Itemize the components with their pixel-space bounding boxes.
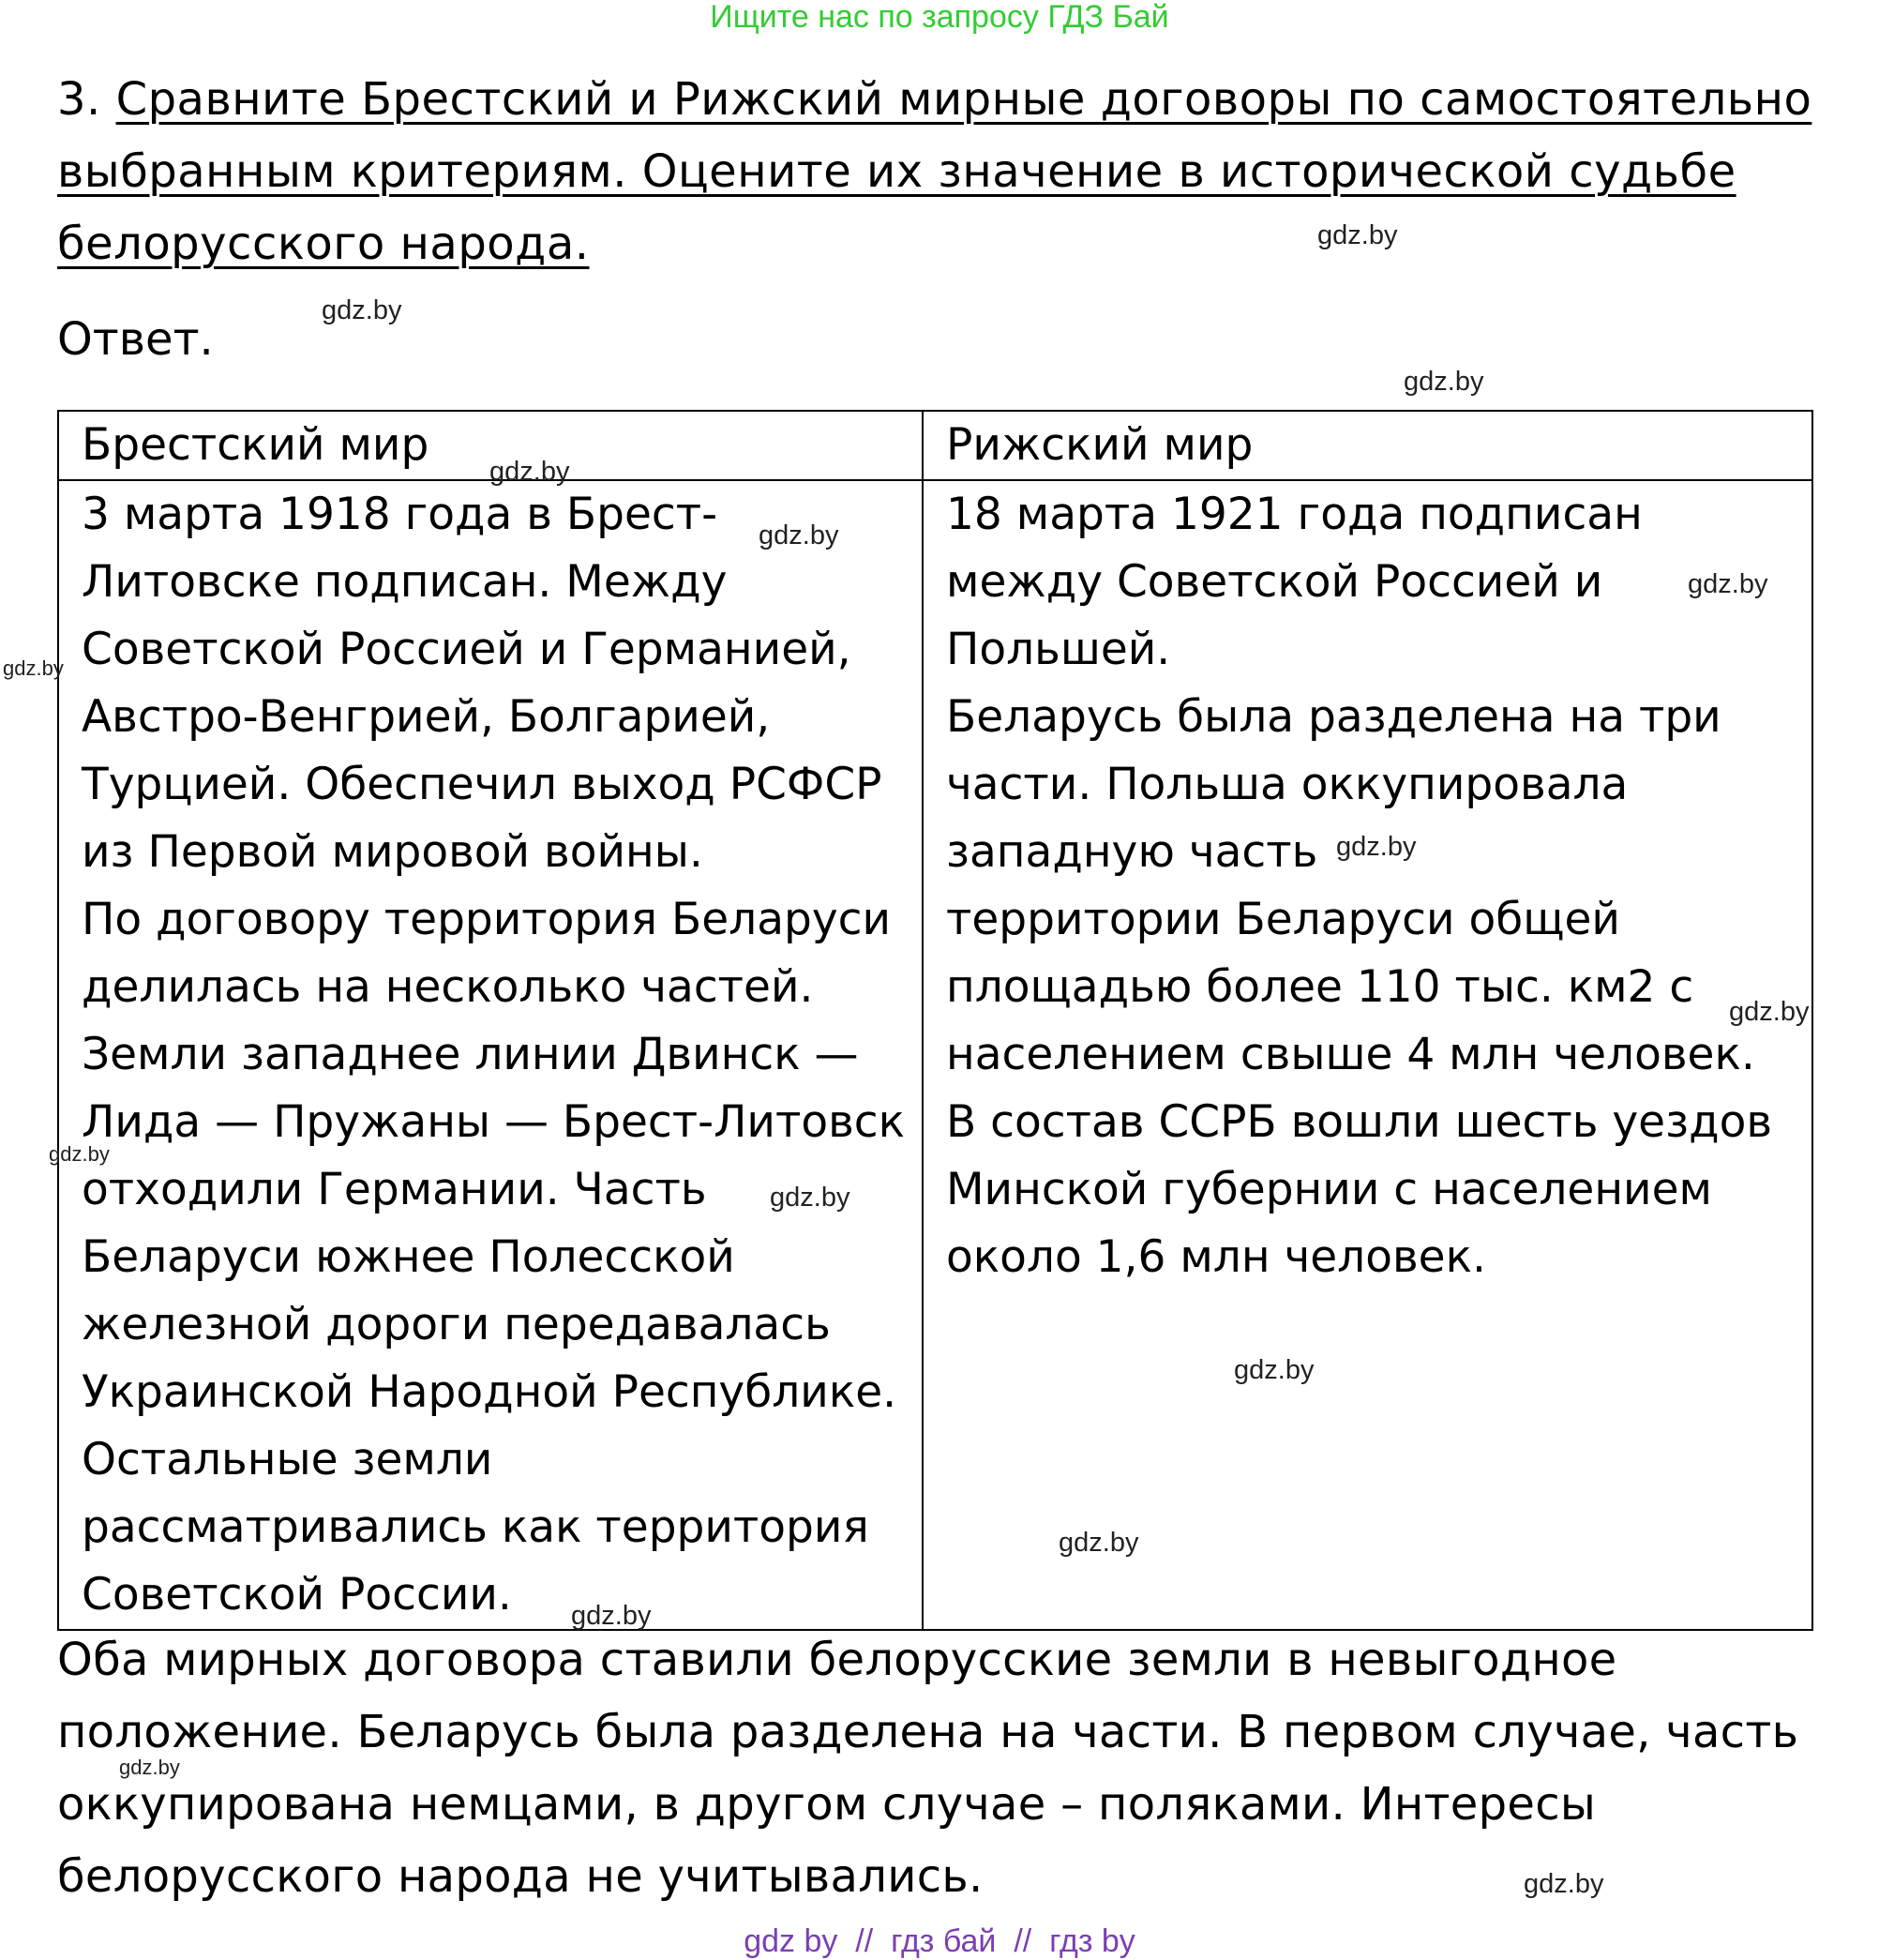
brest-line: из Первой мировой войны. xyxy=(82,826,703,878)
brest-line: По договору территория Беларуси xyxy=(82,894,892,945)
watermark: gdz.by xyxy=(119,1756,180,1779)
watermark: gdz.by xyxy=(1729,997,1810,1027)
watermark: gdz.by xyxy=(1336,832,1417,862)
watermark: gdz.by xyxy=(1234,1355,1315,1385)
riga-line: части. Польша оккупировала xyxy=(946,759,1629,810)
brest-line: Беларуси южнее Полесской xyxy=(82,1231,735,1283)
riga-line: Беларусь была разделена на три xyxy=(946,691,1721,743)
brest-line: Литовске подписан. Между xyxy=(82,556,728,608)
comparison-table xyxy=(57,410,1813,1631)
riga-line: Минской губернии с населением xyxy=(946,1164,1712,1215)
brest-line: железной дороги передавалась xyxy=(82,1299,831,1350)
brest-line: Австро-Венгрией, Болгарией, xyxy=(82,691,771,743)
riga-line: территории Беларуси общей xyxy=(946,894,1620,945)
watermark: gdz.by xyxy=(1059,1528,1139,1558)
header-brest: Брестский мир xyxy=(58,411,923,480)
brest-line: Турцией. Обеспечил выход РСФСР xyxy=(82,759,882,810)
watermark: gdz.by xyxy=(3,656,64,680)
riga-line: В состав ССРБ вошли шесть уездов xyxy=(946,1096,1773,1148)
brest-line: отходили Германии. Часть xyxy=(82,1164,707,1215)
watermark: gdz.by xyxy=(1404,367,1484,397)
table-row xyxy=(58,480,1812,1630)
watermark: gdz.by xyxy=(322,295,402,325)
riga-line: Польшей. xyxy=(946,624,1171,675)
question-text: Сравните Брестский и Рижский мирные договоры по самостоятельно выбранным критериям. Оцените их значение в исторической судьбе белорусского народа. xyxy=(57,73,1812,270)
brest-line: делилась на несколько частей. xyxy=(82,961,814,1013)
riga-line: около 1,6 млн человек. xyxy=(946,1231,1486,1283)
table-header-row xyxy=(58,411,1812,480)
riga-line: площадью более 110 тыс. км2 с xyxy=(946,961,1694,1013)
watermark: gdz.by xyxy=(1317,220,1398,250)
watermark: gdz.by xyxy=(489,457,570,487)
watermark: gdz.by xyxy=(49,1142,110,1166)
question xyxy=(57,64,1820,280)
conclusion-text: Оба мирных договора ставили белорусские земли в невыгодное положение. Беларусь была разделена на части. В первом случае, часть оккупирована немцами, в другом случае – поляками. Интересы белорусского народа не учитывались. xyxy=(57,1634,1799,1903)
riga-line: населением свыше 4 млн человек. xyxy=(946,1029,1755,1080)
brest-line: 3 марта 1918 года в Брест- xyxy=(82,489,718,540)
brest-line: Советской Россией и Германией, xyxy=(82,624,851,675)
search-banner: Ищите нас по запросу ГДЗ Бай xyxy=(710,0,1169,35)
header-riga: Рижский мир xyxy=(923,411,1812,480)
brest-line: Лида — Пружаны — Брест-Литовск xyxy=(82,1096,906,1148)
brest-line: Украинской Народной Республике. xyxy=(82,1366,897,1418)
cell-brest xyxy=(58,480,923,1630)
cell-riga xyxy=(923,480,1812,1630)
brest-line: Остальные земли xyxy=(82,1434,493,1485)
riga-line: между Советской Россией и xyxy=(946,556,1603,608)
brest-line: Советской России. xyxy=(82,1569,512,1621)
watermark: gdz.by xyxy=(770,1183,850,1213)
watermark: gdz.by xyxy=(1688,569,1768,599)
footer-links: gdz by // гдз бай // гдз by xyxy=(744,1923,1135,1959)
watermark: gdz.by xyxy=(759,520,839,550)
watermark: gdz.by xyxy=(1524,1869,1604,1899)
brest-line: Земли западнее линии Двинск — xyxy=(82,1029,859,1080)
riga-line: 18 марта 1921 года подписан xyxy=(946,489,1643,540)
watermark: gdz.by xyxy=(571,1601,652,1631)
answer-label: Ответ. xyxy=(57,313,214,366)
question-number: 3. xyxy=(57,73,101,126)
riga-line: западную часть xyxy=(946,826,1318,878)
brest-line: рассматривались как территория xyxy=(82,1501,869,1553)
